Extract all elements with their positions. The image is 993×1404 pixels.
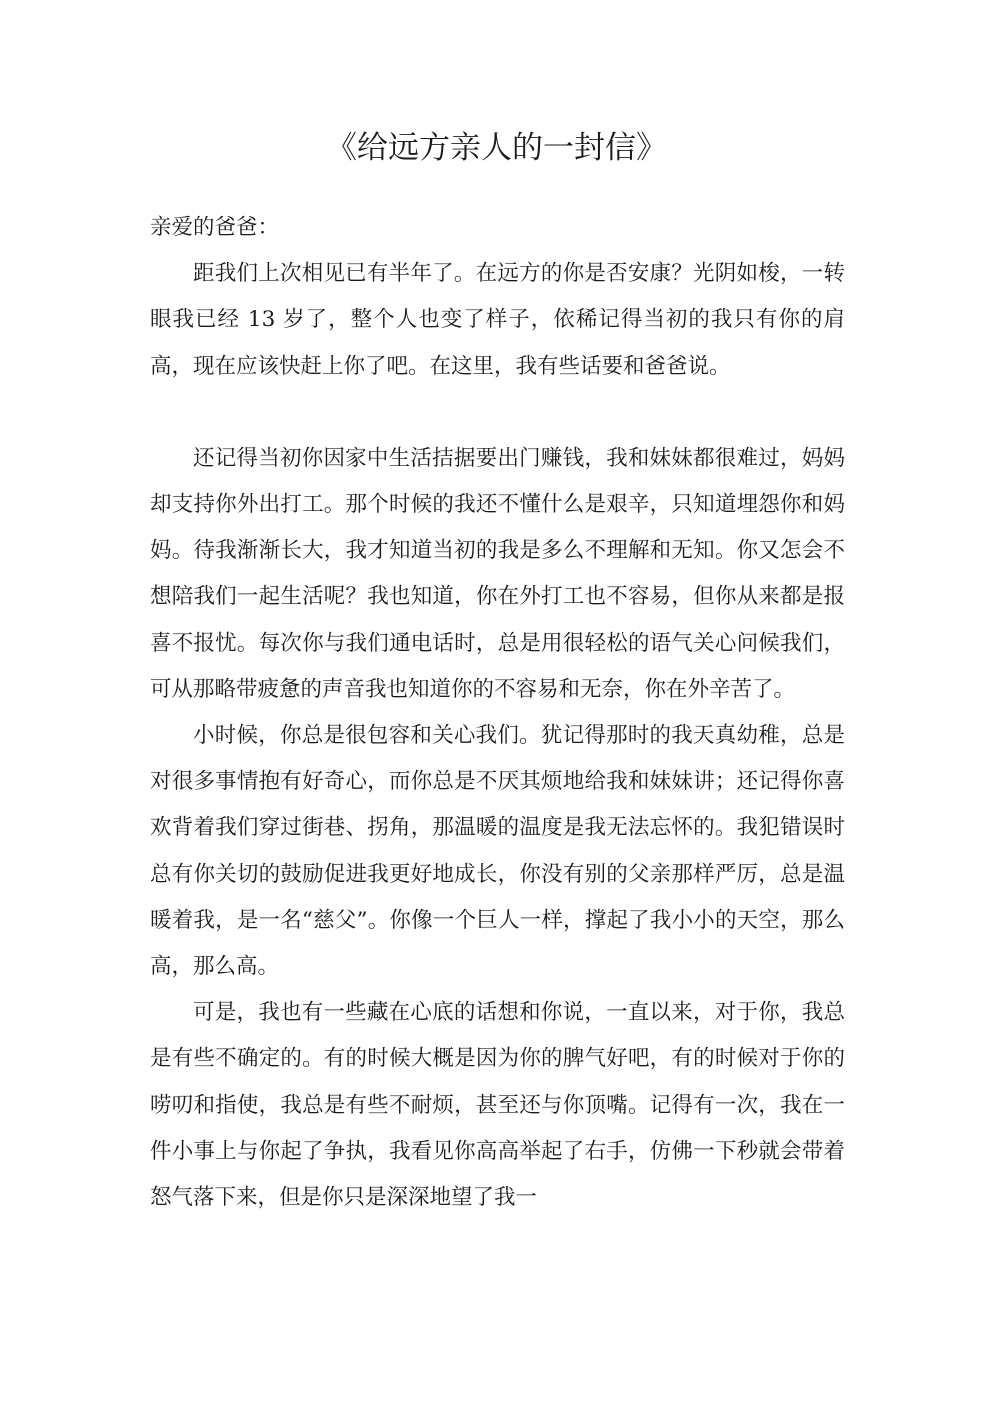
letter-title: 《给远方亲人的一封信》 (326, 130, 667, 166)
salutation: 亲爱的爸爸： (150, 215, 280, 240)
letter-body (150, 205, 845, 1221)
paragraph-4: 可是，我也有一些藏在心底的话想和你说，一直以来，对于你，我总是有些不确定的。有的时候大概是因为你的脾气好吧，有的时候对于你的唠叨和指使，我总是有些不耐烦，甚至还与你顶嘴。记得有一次，我在一件小事上与你起了争执，我看见你高高举起了右手，仿佛一下秒就会带着怒气落下来，但是你只是深深地望了我一 (150, 1000, 845, 1211)
paragraph-2: 还记得当初你因家中生活拮据要出门赚钱，我和妹妹都很难过，妈妈却支持你外出打工。那个时候的我还不懂什么是艰辛，只知道埋怨你和妈妈。待我渐渐长大，我才知道当初的我是多么不理解和无知。你又怎会不想陪我们一起生活呢？我也知道，你在外打工也不容易，但你从来都是报喜不报忧。每次你与我们通电话时，总是用很轻松的语气关心问候我们，可从那略带疲惫的声音我也知道你的不容易和无奈，你在外辛苦了。 (150, 445, 845, 702)
paragraph-1: 距我们上次相见已有半年了。在远方的你是否安康？光阴如梭，一转眼我已经 13 岁了，整个人也变了样子，依稀记得当初的我只有你的肩高，现在应该快赶上你了吧。在这里，我有些话要和爸爸说。 (150, 261, 845, 379)
paragraph-gap (150, 390, 845, 436)
paragraph-3: 小时候，你总是很包容和关心我们。犹记得那时的我天真幼稚，总是对很多事情抱有好奇心，而你总是不厌其烦地给我和妹妹讲；还记得你喜欢背着我们穿过街巷、拐角，那温暖的温度是我无法忘怀的。我犯错误时总有你关切的鼓励促进我更好地成长，你没有别的父亲那样严厉，总是温暖着我，是一名“慈父”。你像一个巨人一样，撑起了我小小的天空，那么高，那么高。 (150, 723, 845, 980)
